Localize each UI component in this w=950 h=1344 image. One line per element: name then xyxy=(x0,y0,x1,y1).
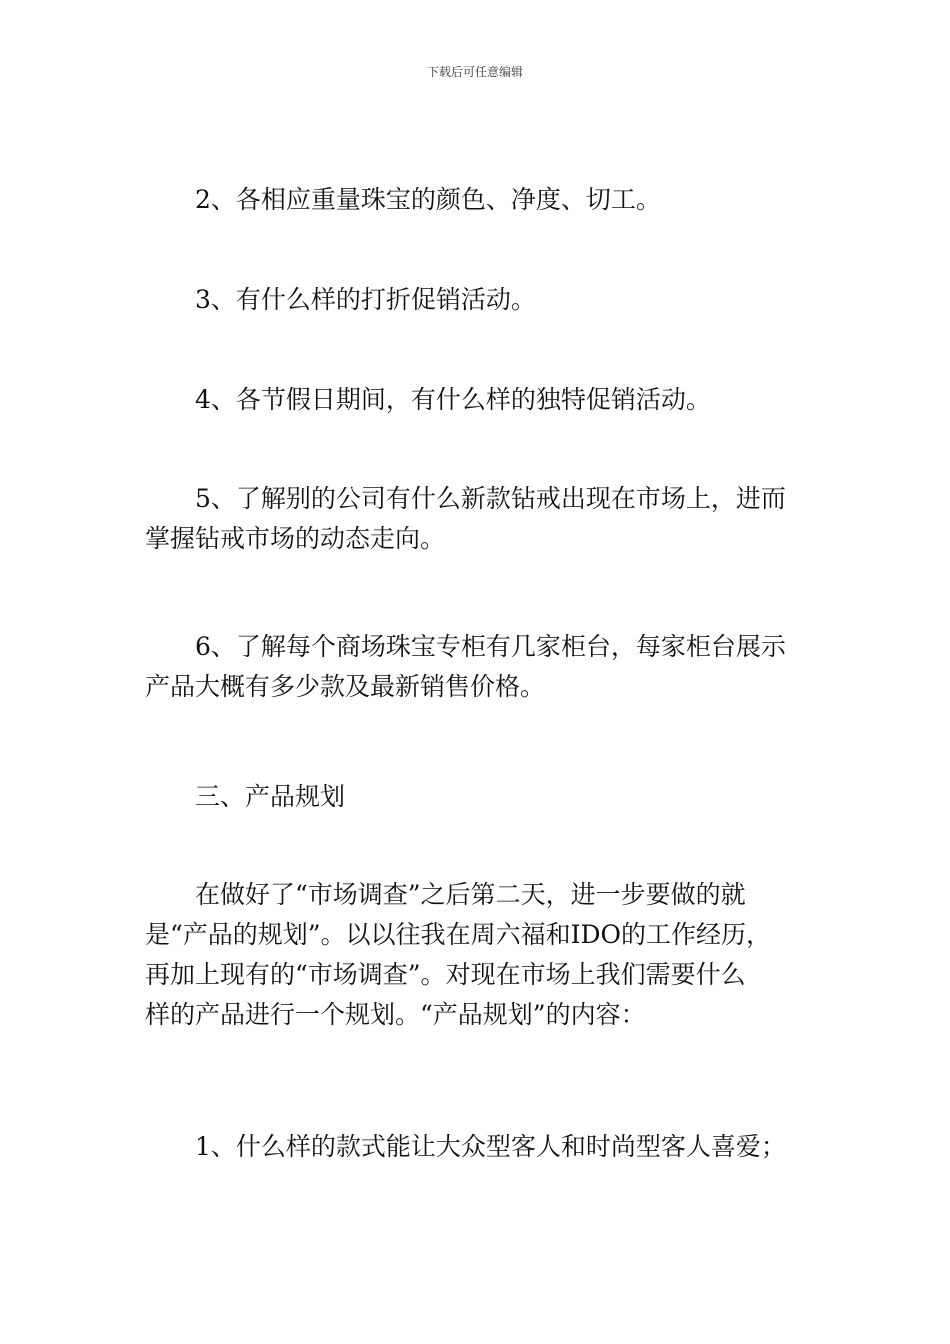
paragraph-line: 产品大概有多少款及最新销售价格。 xyxy=(145,672,546,701)
paragraph-line: 样的产品进行一个规划。“产品规划”的内容： xyxy=(145,1000,646,1029)
paragraph-item-1 xyxy=(145,1127,810,1167)
paragraph-line: 是“产品的规划”。以以往我在周六福和IDO的工作经历， xyxy=(145,920,771,949)
paragraph-line: 1、什么样的款式能让大众型客人和时尚型客人喜爱； xyxy=(195,1132,786,1161)
paragraph-item-3 xyxy=(145,280,810,320)
page-header: 下载后可任意编辑 xyxy=(426,65,523,79)
paragraph-line: 在做好了“市场调查”之后第二天，进一步要做的就 xyxy=(195,880,746,909)
paragraph-item-5 xyxy=(145,479,810,559)
section-heading-text: 三、产品规划 xyxy=(195,782,346,811)
paragraph-line: 6、了解每个商场珠宝专柜有几家柜台，每家柜台展示 xyxy=(195,632,786,661)
paragraph-item-4 xyxy=(145,380,810,420)
paragraph-item-6 xyxy=(145,627,810,707)
paragraph-body xyxy=(145,875,810,1035)
paragraph-line: 5、了解别的公司有什么新款钻戒出现在市场上，进而 xyxy=(195,484,786,513)
paragraph-line: 2、各相应重量珠宝的颜色、净度、切工。 xyxy=(195,185,661,214)
paragraph-item-2 xyxy=(145,180,810,220)
paragraph-line: 4、各节假日期间，有什么样的独特促销活动。 xyxy=(195,385,711,414)
paragraph-line: 掌握钻戒市场的动态走向。 xyxy=(145,524,446,553)
section-heading xyxy=(145,777,810,817)
paragraph-line: 3、有什么样的打折促销活动。 xyxy=(195,285,536,314)
paragraph-line: 再加上现有的“市场调查”。对现在市场上我们需要什么 xyxy=(145,960,746,989)
